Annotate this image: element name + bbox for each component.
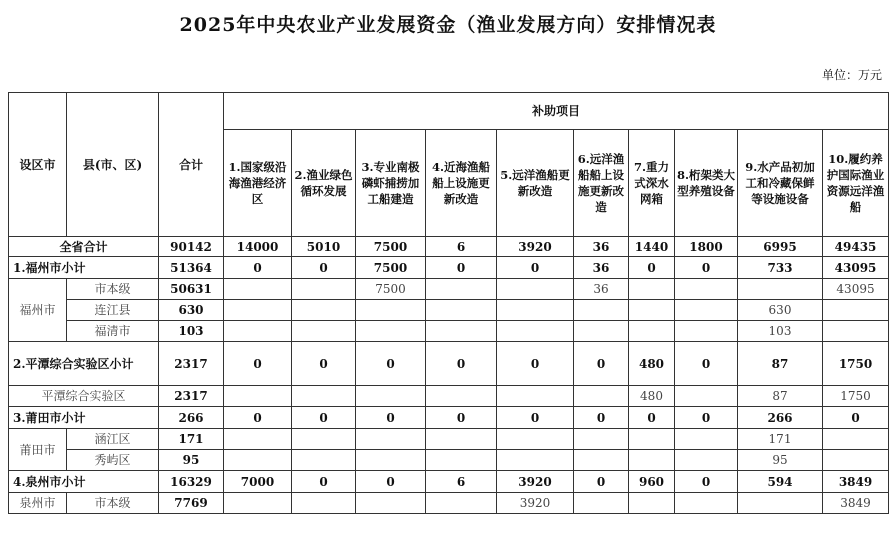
cell: 43095 [823, 279, 889, 300]
cell [224, 493, 292, 514]
cell: 0 [574, 471, 629, 493]
cell: 0 [356, 407, 426, 429]
cell: 95 [159, 450, 224, 471]
cell: 0 [426, 342, 497, 386]
table-row [9, 279, 889, 300]
cell [426, 279, 497, 300]
county-name: 连江县 [67, 300, 159, 321]
header-district: 设区市 [9, 93, 67, 237]
cell [738, 279, 823, 300]
cell: 1750 [823, 342, 889, 386]
cell: 0 [356, 471, 426, 493]
cell [629, 300, 675, 321]
cell: 0 [629, 257, 675, 279]
cell [224, 386, 292, 407]
cell: 43095 [823, 257, 889, 279]
page-title: 2025年中央农业产业发展资金（渔业发展方向）安排情况表 [179, 14, 717, 36]
cell: 266 [159, 407, 224, 429]
city-label: 莆田市 [9, 429, 67, 471]
cell: 0 [675, 407, 738, 429]
cell [292, 429, 356, 450]
cell [823, 450, 889, 471]
subtotal-label: 3.莆田市小计 [9, 407, 159, 429]
cell: 103 [159, 321, 224, 342]
cell [426, 450, 497, 471]
cell: 6 [426, 471, 497, 493]
subtotal-row [9, 342, 889, 386]
cell [574, 300, 629, 321]
cell: 87 [738, 342, 823, 386]
cell: 7769 [159, 493, 224, 514]
cell [675, 493, 738, 514]
cell [823, 321, 889, 342]
cell [292, 386, 356, 407]
cell [675, 429, 738, 450]
cell [675, 321, 738, 342]
cell: 0 [292, 471, 356, 493]
cell: 3920 [497, 493, 574, 514]
cell: 266 [738, 407, 823, 429]
cell [497, 279, 574, 300]
cell [292, 493, 356, 514]
table-row [9, 321, 889, 342]
cell [356, 450, 426, 471]
cell [675, 279, 738, 300]
cell: 49435 [823, 237, 889, 257]
cell [292, 321, 356, 342]
cell: 50631 [159, 279, 224, 300]
cell [426, 429, 497, 450]
county-name: 秀屿区 [67, 450, 159, 471]
cell: 0 [497, 342, 574, 386]
header-county: 县(市、区) [67, 93, 159, 237]
cell: 0 [292, 342, 356, 386]
table-row [9, 450, 889, 471]
cell: 630 [738, 300, 823, 321]
cell: 0 [356, 342, 426, 386]
cell [224, 450, 292, 471]
header-category: 2.渔业绿色循环发展 [292, 130, 356, 237]
cell: 5010 [292, 237, 356, 257]
cell: 3920 [497, 237, 574, 257]
subtotal-label: 4.泉州市小计 [9, 471, 159, 493]
cell: 480 [629, 342, 675, 386]
cell [823, 300, 889, 321]
table-row [9, 493, 889, 514]
cell: 103 [738, 321, 823, 342]
cell: 51364 [159, 257, 224, 279]
cell: 0 [497, 407, 574, 429]
cell [292, 450, 356, 471]
cell: 3849 [823, 493, 889, 514]
cell: 594 [738, 471, 823, 493]
cell [629, 493, 675, 514]
subtotal-row [9, 471, 889, 493]
county-name: 市本级 [67, 493, 159, 514]
cell: 87 [738, 386, 823, 407]
cell: 0 [629, 407, 675, 429]
cell: 1440 [629, 237, 675, 257]
cell: 0 [426, 407, 497, 429]
cell: 0 [426, 257, 497, 279]
cell [426, 321, 497, 342]
cell: 7500 [356, 237, 426, 257]
cell: 0 [675, 342, 738, 386]
header-category: 5.远洋渔船更新改造 [497, 130, 574, 237]
cell [675, 300, 738, 321]
cell [629, 321, 675, 342]
subtotal-row [9, 407, 889, 429]
cell [629, 429, 675, 450]
cell [497, 450, 574, 471]
table-row [9, 300, 889, 321]
header-category: 6.远洋渔船船上设施更新改造 [574, 130, 629, 237]
unit-label: 单位：万元 [821, 68, 882, 82]
cell: 0 [823, 407, 889, 429]
cell: 3920 [497, 471, 574, 493]
cell: 0 [224, 407, 292, 429]
cell: 7500 [356, 279, 426, 300]
cell [292, 279, 356, 300]
province-total-row [9, 237, 889, 257]
cell [497, 321, 574, 342]
cell: 1800 [675, 237, 738, 257]
cell: 0 [675, 257, 738, 279]
header-category: 4.近海渔船船上设施更新改造 [426, 130, 497, 237]
header-category: 1.国家级沿海渔港经济区 [224, 130, 292, 237]
cell: 2317 [159, 386, 224, 407]
cell: 960 [629, 471, 675, 493]
cell: 171 [159, 429, 224, 450]
cell: 16329 [159, 471, 224, 493]
cell [574, 429, 629, 450]
header-category: 9.水产品初加工和冷藏保鲜等设施设备 [738, 130, 823, 237]
cell [356, 321, 426, 342]
cell [823, 429, 889, 450]
header-row-1 [9, 93, 889, 130]
cell: 3849 [823, 471, 889, 493]
cell: 0 [574, 407, 629, 429]
cell [497, 300, 574, 321]
cell: 0 [292, 257, 356, 279]
cell: 7500 [356, 257, 426, 279]
cell: 480 [629, 386, 675, 407]
cell [292, 300, 356, 321]
cell: 1750 [823, 386, 889, 407]
header-total: 合计 [159, 93, 224, 237]
county-name: 涵江区 [67, 429, 159, 450]
cell: 2317 [159, 342, 224, 386]
header-category: 10.履约养护国际渔业资源远洋渔船 [823, 130, 889, 237]
allocation-table [8, 92, 889, 514]
cell: 0 [497, 257, 574, 279]
cell: 36 [574, 279, 629, 300]
cell: 90142 [159, 237, 224, 257]
cell: 630 [159, 300, 224, 321]
header-category: 8.桁架类大型养殖设备 [675, 130, 738, 237]
cell [629, 279, 675, 300]
cell [574, 386, 629, 407]
cell [574, 493, 629, 514]
cell [675, 450, 738, 471]
cell [738, 493, 823, 514]
cell [224, 279, 292, 300]
cell: 14000 [224, 237, 292, 257]
cell [356, 300, 426, 321]
cell: 0 [224, 342, 292, 386]
cell [426, 300, 497, 321]
cell: 36 [574, 257, 629, 279]
county-name: 平潭综合实验区 [9, 386, 159, 407]
cell: 7000 [224, 471, 292, 493]
county-name: 市本级 [67, 279, 159, 300]
cell [356, 429, 426, 450]
cell [224, 300, 292, 321]
cell: 6 [426, 237, 497, 257]
cell [224, 429, 292, 450]
cell [497, 429, 574, 450]
cell: 0 [224, 257, 292, 279]
city-label: 泉州市 [9, 493, 67, 514]
table-row [9, 429, 889, 450]
cell [426, 386, 497, 407]
cell [356, 493, 426, 514]
subtotal-row [9, 257, 889, 279]
cell [675, 386, 738, 407]
header-subsidy-group: 补助项目 [224, 93, 889, 130]
cell [574, 321, 629, 342]
cell [426, 493, 497, 514]
province-total-label: 全省合计 [9, 237, 159, 257]
cell: 171 [738, 429, 823, 450]
cell: 0 [675, 471, 738, 493]
table-row [9, 386, 889, 407]
cell [629, 450, 675, 471]
cell: 733 [738, 257, 823, 279]
cell: 0 [292, 407, 356, 429]
header-category: 7.重力式深水网箱 [629, 130, 675, 237]
city-label: 福州市 [9, 279, 67, 342]
county-name: 福清市 [67, 321, 159, 342]
cell [497, 386, 574, 407]
subtotal-label: 1.福州市小计 [9, 257, 159, 279]
header-category: 3.专业南极磷虾捕捞加工船建造 [356, 130, 426, 237]
cell [574, 450, 629, 471]
cell: 6995 [738, 237, 823, 257]
cell [356, 386, 426, 407]
cell: 95 [738, 450, 823, 471]
cell [224, 321, 292, 342]
cell: 36 [574, 237, 629, 257]
subtotal-label: 2.平潭综合实验区小计 [9, 342, 159, 386]
cell: 0 [574, 342, 629, 386]
